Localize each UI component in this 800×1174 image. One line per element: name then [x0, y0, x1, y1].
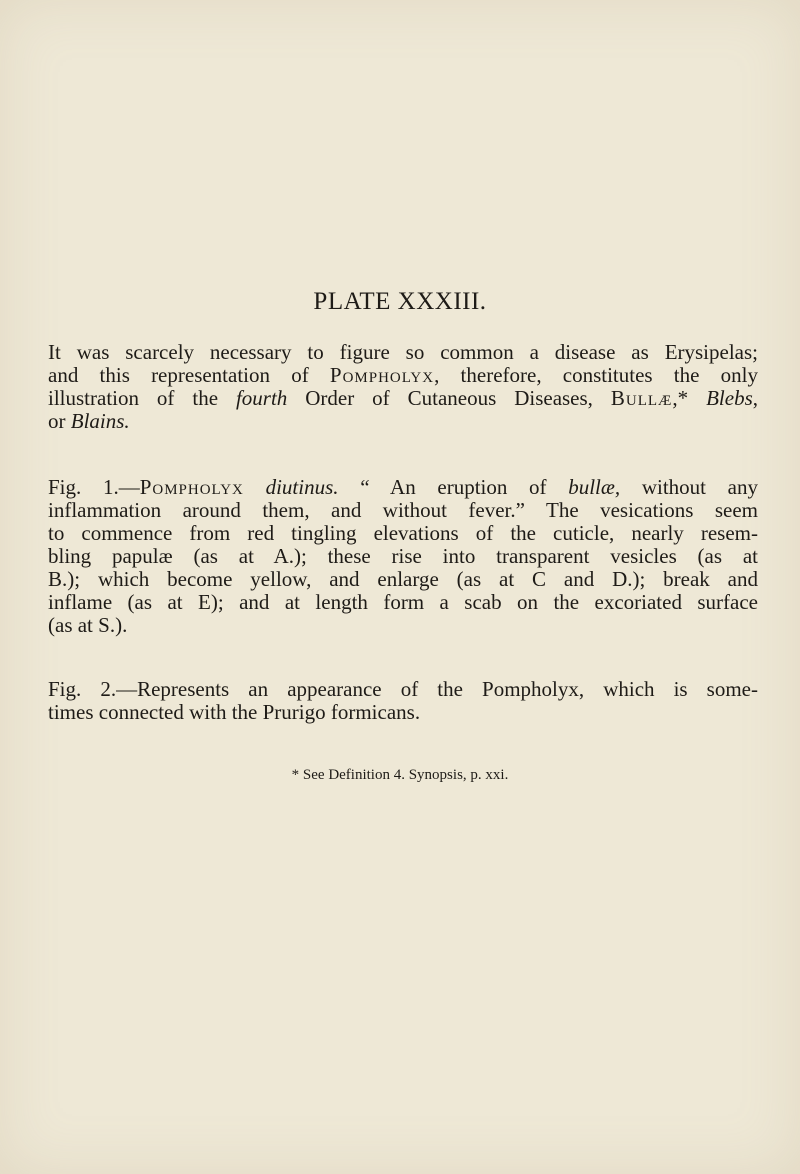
text-run: illustration of the — [48, 386, 236, 410]
term-blebs: Blebs — [706, 386, 753, 410]
text-run: without any — [620, 475, 759, 499]
text-run: , — [752, 386, 758, 410]
term-bullae: Bullæ — [610, 386, 673, 410]
term-bullae: bullæ, — [568, 475, 621, 499]
footnote: * See Definition 4. Synopsis, p. xxi. — [291, 767, 509, 783]
intro-paragraph — [48, 341, 758, 433]
text-run — [244, 475, 266, 499]
text-line: It was scarcely necessary to figure so common a disease as Erysipelas; — [48, 340, 758, 364]
text-line: bling papulæ (as at A.); these rise into transparent vesicles (as at — [48, 544, 758, 568]
text-line: B.); which become yellow, and enlarge (as at C and D.); break and — [48, 567, 758, 591]
text-line — [48, 387, 758, 410]
text-line — [48, 410, 758, 433]
term-blains: Blains. — [70, 409, 130, 433]
term-pompholyx: Pompholyx — [139, 475, 244, 499]
plate-title: PLATE XXXIII. — [313, 288, 487, 315]
text-run: “ An eruption of — [338, 475, 569, 499]
text-line: inflammation around them, and without fever.” The vesications seem — [48, 498, 758, 522]
term-pompholyx: Pompholyx — [329, 363, 435, 387]
text-line: inflame (as at E); and at length form a scab on the excoriated surface — [48, 590, 758, 614]
term-diutinus: diutinus. — [265, 475, 339, 499]
text-line: to commence from red tingling elevations of the cuticle, nearly resem- — [48, 521, 758, 545]
fig1-paragraph — [48, 476, 758, 637]
fig2-paragraph — [48, 678, 758, 724]
emphasis-fourth: fourth — [235, 386, 288, 410]
text-run: or — [48, 409, 71, 433]
text-line: Fig. 2.—Represents an appearance of the Pompholyx, which is some- — [48, 677, 758, 701]
text-line — [48, 364, 758, 387]
text-run: Order of Cutaneous Diseases, — [287, 386, 611, 410]
text-line — [48, 476, 758, 499]
text-line: (as at S.). — [48, 613, 128, 637]
text-run: , therefore, constitutes the only — [434, 363, 758, 387]
footnote-marker: ,* — [672, 386, 707, 410]
text-run: and this representation of — [48, 363, 330, 387]
text-line: times connected with the Prurigo formicans. — [48, 700, 421, 724]
fig-label: Fig. 1.— — [48, 475, 140, 499]
